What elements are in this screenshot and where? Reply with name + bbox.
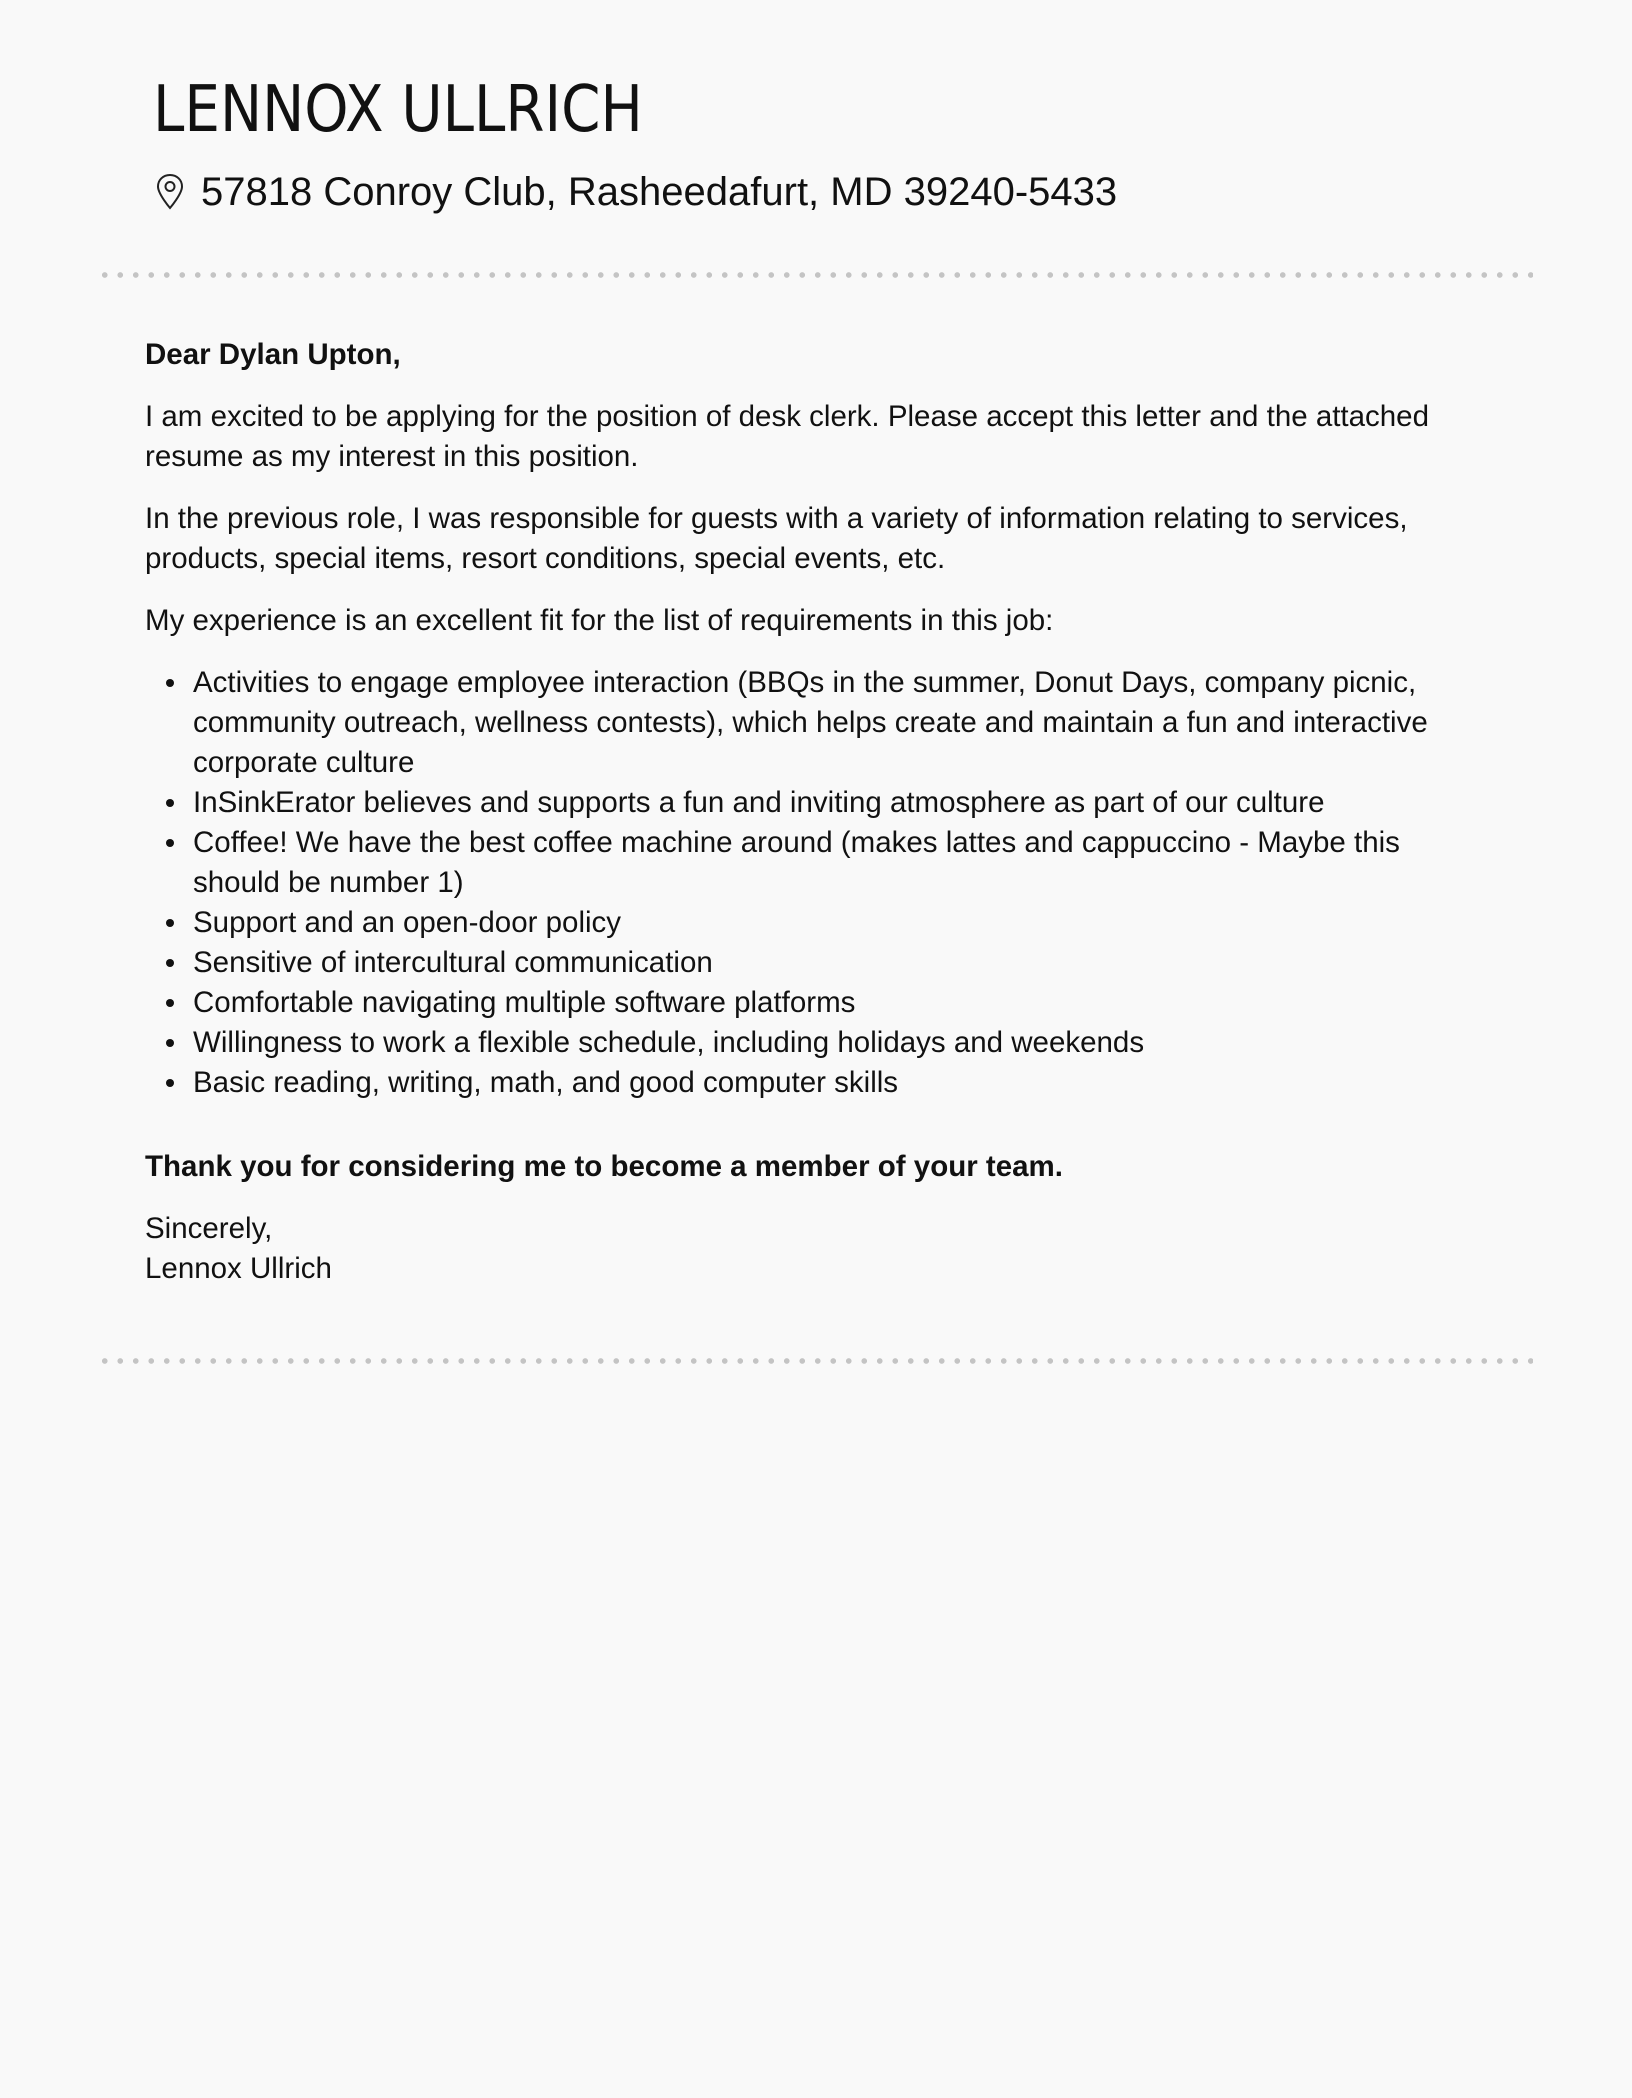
requirements-list: [145, 663, 1495, 1103]
list-item: Willingness to work a flexible schedule, including holidays and weekends: [193, 1023, 1495, 1063]
signoff: Sincerely,: [145, 1212, 273, 1245]
list-item: Comfortable navigating multiple software platforms: [193, 983, 1495, 1023]
map-pin-icon: [155, 173, 185, 213]
top-dotted-divider: [97, 272, 1533, 278]
signature: Lennox Ullrich: [145, 1252, 332, 1285]
salutation: Dear Dylan Upton,: [145, 338, 401, 371]
intro-paragraph: I am excited to be applying for the position of desk clerk. Please accept this letter and the attached resume as my interest in this position.: [145, 400, 1429, 473]
bottom-dotted-divider: [97, 1358, 1533, 1364]
letter-header: [153, 73, 1118, 215]
address-row: [153, 170, 1117, 215]
applicant-name: LENNOX ULLRICH: [153, 73, 643, 147]
list-item: Activities to engage employee interaction (BBQs in the summer, Donut Days, company picnic, community outreach, wellness contests), which helps create and maintain a fun and interactive corporate culture: [193, 663, 1495, 783]
requirements-intro: My experience is an excellent fit for the list of requirements in this job:: [145, 604, 1054, 637]
list-item: Sensitive of intercultural communication: [193, 943, 1495, 983]
list-item: Basic reading, writing, math, and good computer skills: [193, 1063, 1495, 1103]
list-item: Coffee! We have the best coffee machine around (makes lattes and cappuccino - Maybe this should be number 1): [193, 823, 1495, 903]
letter-body: [145, 335, 1495, 1289]
list-item: Support and an open-door policy: [193, 903, 1495, 943]
closing-statement: Thank you for considering me to become a member of your team.: [145, 1150, 1063, 1183]
applicant-address: 57818 Conroy Club, Rasheedafurt, MD 39240-5433: [201, 170, 1118, 214]
list-item: InSinkErator believes and supports a fun and inviting atmosphere as part of our culture: [193, 783, 1495, 823]
experience-paragraph: In the previous role, I was responsible for guests with a variety of information relating to services, products, special items, resort conditions, special events, etc.: [145, 502, 1408, 575]
